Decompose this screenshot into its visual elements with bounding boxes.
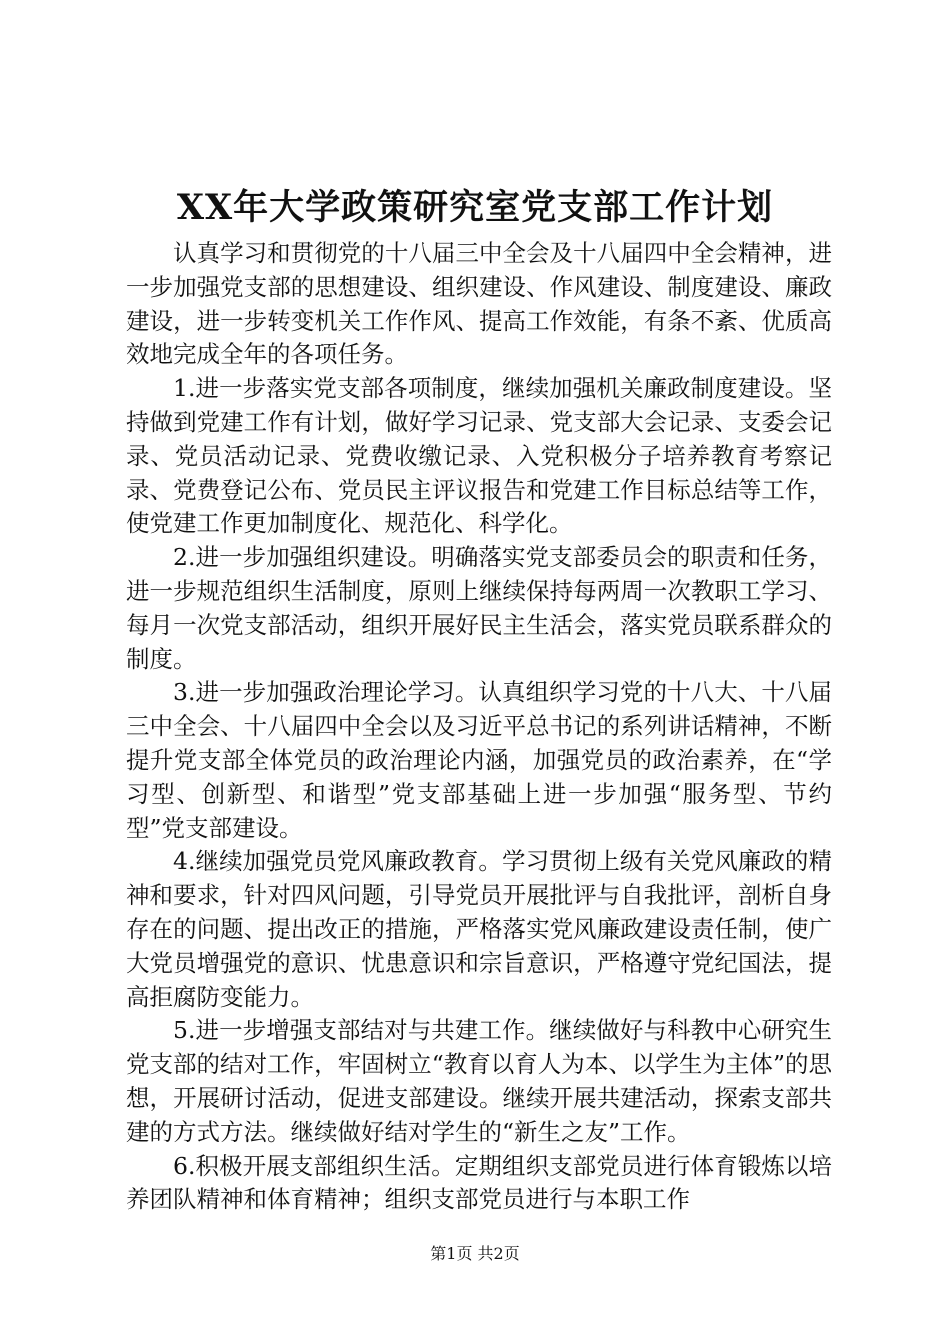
- paragraph-intro: 认真学习和贯彻党的十八届三中全会及十八届四中全会精神，进一步加强党支部的思想建设、组织建设、作风建设、制度建设、廉政建设，进一步转变机关工作作风、提高工作效能，有条不紊、优质高效地完成全年的各项任务。: [126, 239, 832, 369]
- paragraph-item-2: 2.进一步加强组织建设。明确落实党支部委员会的职责和任务，进一步规范组织生活制度，原则上继续保持每两周一次教职工学习、每月一次党支部活动，组织开展好民主生活会，落实党员联系群众的制度。: [126, 543, 832, 673]
- paragraph-item-6: 6.积极开展支部组织生活。定期组织支部党员进行体育锻炼以培养团队精神和体育精神；组织支部党员进行与本职工作: [126, 1151, 832, 1214]
- document-body: [126, 237, 832, 1217]
- paragraph-item-4: 4.继续加强党员党风廉政教育。学习贯彻上级有关党风廉政的精神和要求，针对四风问题，引导党员开展批评与自我批评，剖析自身存在的问题、提出改正的措施，严格落实党风廉政建设责任制，使广大党员增强党的意识、忧患意识和宗旨意识，严格遵守党纪国法，提高拒腐防变能力。: [126, 847, 832, 1011]
- paragraph-item-5: 5.进一步增强支部结对与共建工作。继续做好与科教中心研究生党支部的结对工作，牢固树立“教育以育人为本、以学生为主体”的思想，开展研讨活动，促进支部建设。继续开展共建活动，探索支部共建的方式方法。继续做好结对学生的“新生之友”工作。: [126, 1016, 832, 1146]
- paragraph-item-3: 3.进一步加强政治理论学习。认真组织学习党的十八大、十八届三中全会、十八届四中全会以及习近平总书记的系列讲话精神，不断提升党支部全体党员的政治理论内涵，加强党员的政治素养，在“学习型、创新型、和谐型”党支部基础上进一步加强“服务型、节约型”党支部建设。: [126, 678, 832, 842]
- paragraph-item-1: 1.进一步落实党支部各项制度，继续加强机关廉政制度建设。坚持做到党建工作有计划，做好学习记录、党支部大会记录、支委会记录、党员活动记录、党费收缴记录、入党积极分子培养教育考察记录、党费登记公布、党员民主评议报告和党建工作目标总结等工作，使党建工作更加制度化、规范化、科学化。: [126, 374, 832, 538]
- page-footer: 第1页 共2页: [430, 1244, 520, 1263]
- document-title: XX年大学政策研究室党支部工作计划: [176, 187, 774, 228]
